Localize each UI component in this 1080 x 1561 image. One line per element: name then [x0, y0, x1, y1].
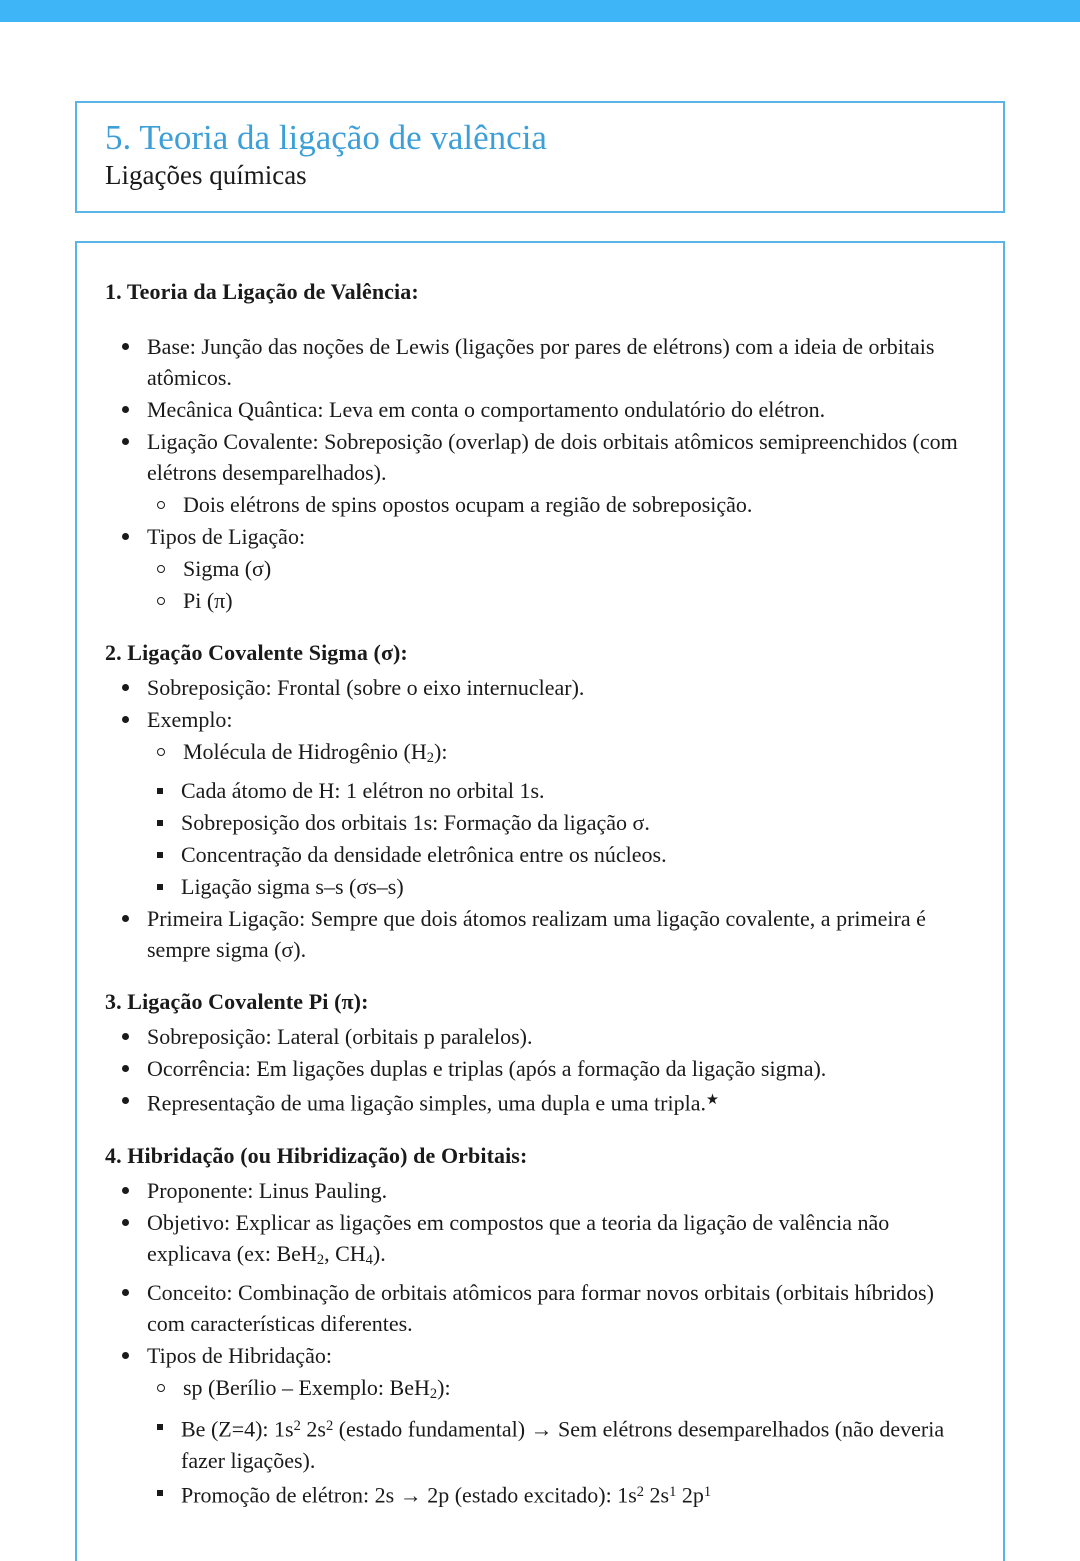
circle-bullet-icon	[157, 1384, 165, 1392]
footnote-marker: ★	[705, 1092, 719, 1109]
square-bullet-icon	[157, 884, 163, 890]
list-item-text: Mecânica Quântica: Leva em conta o comportamento ondulatório do elétron.	[147, 397, 826, 422]
superscript: 2	[325, 1418, 334, 1435]
section-4-heading: 4. Hibridação (ou Hibridização) de Orbitais:	[105, 1142, 528, 1168]
page-title: 5. Teoria da ligação de valência	[105, 118, 547, 157]
list-item-text: Conceito: Combinação de orbitais atômicos para formar novos orbitais (orbitais híbridos) com características diferentes.	[147, 1279, 934, 1336]
list-item	[105, 331, 977, 393]
formula-prefix: Objetivo: Explicar as ligações em compostos que a teoria da ligação de valência não explicava (ex: BeH	[147, 1209, 890, 1266]
list-item	[143, 1372, 977, 1410]
subscript: 4	[365, 1251, 373, 1268]
list-item-text	[183, 1372, 977, 1410]
disc-bullet-icon	[122, 1033, 129, 1040]
list-item	[143, 775, 977, 806]
formula-suffix: ):	[434, 739, 448, 764]
section-4-subsublist	[105, 1411, 977, 1510]
section-3-list	[105, 1021, 977, 1119]
list-item	[143, 839, 977, 870]
list-item-text: Sobreposição: Frontal (sobre o eixo internuclear).	[147, 675, 585, 700]
list-item-text	[147, 1207, 977, 1276]
circle-bullet-icon	[157, 748, 165, 756]
list-item	[105, 1175, 977, 1206]
disc-bullet-icon	[122, 533, 129, 540]
config-prefix: Be (Z=4): 1s	[181, 1416, 294, 1442]
section-3	[105, 987, 977, 1119]
subscript: 2	[316, 1251, 325, 1268]
list-item	[105, 1021, 977, 1052]
section-2-subsublist	[105, 775, 977, 902]
square-bullet-icon	[157, 788, 163, 794]
disc-bullet-icon	[122, 1187, 129, 1194]
list-item-text: Sigma (σ)	[183, 556, 272, 581]
list-item	[143, 736, 977, 774]
list-item-text: Dois elétrons de spins opostos ocupam a região de sobreposição.	[183, 492, 753, 517]
square-bullet-icon	[157, 1490, 163, 1496]
list-item	[143, 807, 977, 838]
disc-bullet-icon	[122, 1219, 129, 1226]
list-item	[143, 489, 977, 520]
list-item-text	[147, 1085, 977, 1119]
section-1-list	[105, 331, 977, 488]
section-4	[105, 1141, 977, 1510]
list-item	[143, 1411, 977, 1476]
top-accent-bar	[0, 0, 1080, 22]
list-item-text: Pi (π)	[183, 588, 233, 613]
list-item	[105, 1277, 977, 1339]
formula-suffix: ).	[372, 1240, 386, 1266]
disc-bullet-icon	[122, 1289, 129, 1296]
list-item	[143, 585, 977, 616]
section-4-sublist	[105, 1372, 977, 1410]
list-item	[105, 704, 977, 735]
section-3-heading: 3. Ligação Covalente Pi (π):	[105, 989, 369, 1015]
config-middle-2: 2p	[676, 1482, 704, 1508]
list-item	[143, 871, 977, 902]
list-item-text: Base: Junção das noções de Lewis (ligações por pares de elétrons) com a ideia de orbitais atômicos.	[147, 334, 935, 390]
formula-prefix: Molécula de Hidrogênio (H	[183, 739, 427, 764]
circle-bullet-icon	[157, 597, 165, 605]
list-item-main-text: Representação de uma ligação simples, uma dupla e uma tripla.	[147, 1090, 706, 1116]
disc-bullet-icon	[122, 406, 129, 413]
list-item-text: Proponente: Linus Pauling.	[147, 1177, 388, 1203]
list-item-text: Sobreposição dos orbitais 1s: Formação da ligação σ.	[181, 810, 650, 836]
disc-bullet-icon	[122, 915, 129, 922]
config-middle: 2s	[300, 1416, 326, 1442]
list-item-text: Ligação sigma s–s (σs–s)	[181, 874, 404, 900]
config-prefix: Promoção de elétron: 2s → 2p (estado excitado): 1s	[181, 1482, 637, 1508]
list-item-text	[183, 736, 977, 774]
section-1-sublist-a	[105, 489, 977, 520]
superscript: 2	[636, 1483, 645, 1500]
disc-bullet-icon	[122, 438, 129, 445]
page-subtitle: Ligações químicas	[105, 160, 307, 190]
section-4-list	[105, 1175, 977, 1371]
section-1-list-cont	[105, 521, 977, 552]
section-1-heading: 1. Teoria da Ligação de Valência:	[105, 279, 419, 304]
disc-bullet-icon	[122, 1097, 129, 1104]
config-middle: 2s	[644, 1482, 670, 1508]
section-2-sublist	[105, 736, 977, 774]
section-2-list-cont	[105, 903, 977, 965]
disc-bullet-icon	[122, 343, 129, 350]
section-2-list	[105, 672, 977, 735]
superscript: 2	[293, 1418, 301, 1435]
list-item	[105, 672, 977, 703]
list-item-text: Tipos de Ligação:	[147, 524, 306, 549]
formula-suffix: ):	[437, 1374, 451, 1400]
list-item-text	[181, 1411, 977, 1476]
list-item-text	[181, 1477, 977, 1511]
list-item	[105, 903, 977, 965]
superscript: 1	[703, 1483, 712, 1500]
square-bullet-icon	[157, 820, 163, 826]
document-header-box	[75, 101, 1005, 213]
disc-bullet-icon	[122, 1352, 129, 1359]
list-item	[143, 1477, 977, 1511]
section-1	[105, 277, 977, 616]
document-content-box	[75, 241, 1005, 1561]
disc-bullet-icon	[122, 684, 129, 691]
list-item	[143, 553, 977, 584]
disc-bullet-icon	[122, 1065, 129, 1072]
disc-bullet-icon	[122, 716, 129, 723]
list-item-text: Concentração da densidade eletrônica entre os núcleos.	[181, 842, 667, 868]
list-item-text: Exemplo:	[147, 707, 233, 732]
list-item-text: Sobreposição: Lateral (orbitais p paralelos).	[147, 1024, 533, 1050]
formula-middle: , CH	[324, 1240, 366, 1266]
section-2-heading: 2. Ligação Covalente Sigma (σ):	[105, 640, 408, 665]
section-1-sublist-b	[105, 553, 977, 616]
config-suffix: (estado fundamental) → Sem elétrons desemparelhados (não deveria fazer ligações).	[181, 1416, 945, 1473]
list-item	[105, 1085, 977, 1119]
list-item-text: Primeira Ligação: Sempre que dois átomos realizam uma ligação covalente, a primeira é sempre sigma (σ).	[147, 906, 926, 963]
list-item	[105, 394, 977, 425]
list-item	[105, 1207, 977, 1276]
list-item-text: Tipos de Hibridação:	[147, 1342, 332, 1368]
superscript: 1	[669, 1483, 677, 1500]
list-item	[105, 1340, 977, 1371]
list-item-text: Ligação Covalente: Sobreposição (overlap) de dois orbitais atômicos semipreenchidos (com elétrons desemparelhados).	[147, 429, 958, 485]
document-page	[0, 22, 1080, 1528]
list-item-text: Ocorrência: Em ligações duplas e triplas (após a formação da ligação sigma).	[147, 1056, 827, 1082]
list-item	[105, 1053, 977, 1084]
list-item	[105, 426, 977, 488]
square-bullet-icon	[157, 852, 163, 858]
square-bullet-icon	[157, 1424, 163, 1430]
formula-prefix: sp (Berílio – Exemplo: BeH	[183, 1374, 430, 1400]
circle-bullet-icon	[157, 565, 165, 573]
section-2	[105, 638, 977, 965]
list-item	[105, 521, 977, 552]
list-item-text: Cada átomo de H: 1 elétron no orbital 1s.	[181, 778, 545, 804]
subscript: 2	[429, 1386, 438, 1403]
subscript: 2	[426, 750, 435, 767]
circle-bullet-icon	[157, 501, 165, 509]
